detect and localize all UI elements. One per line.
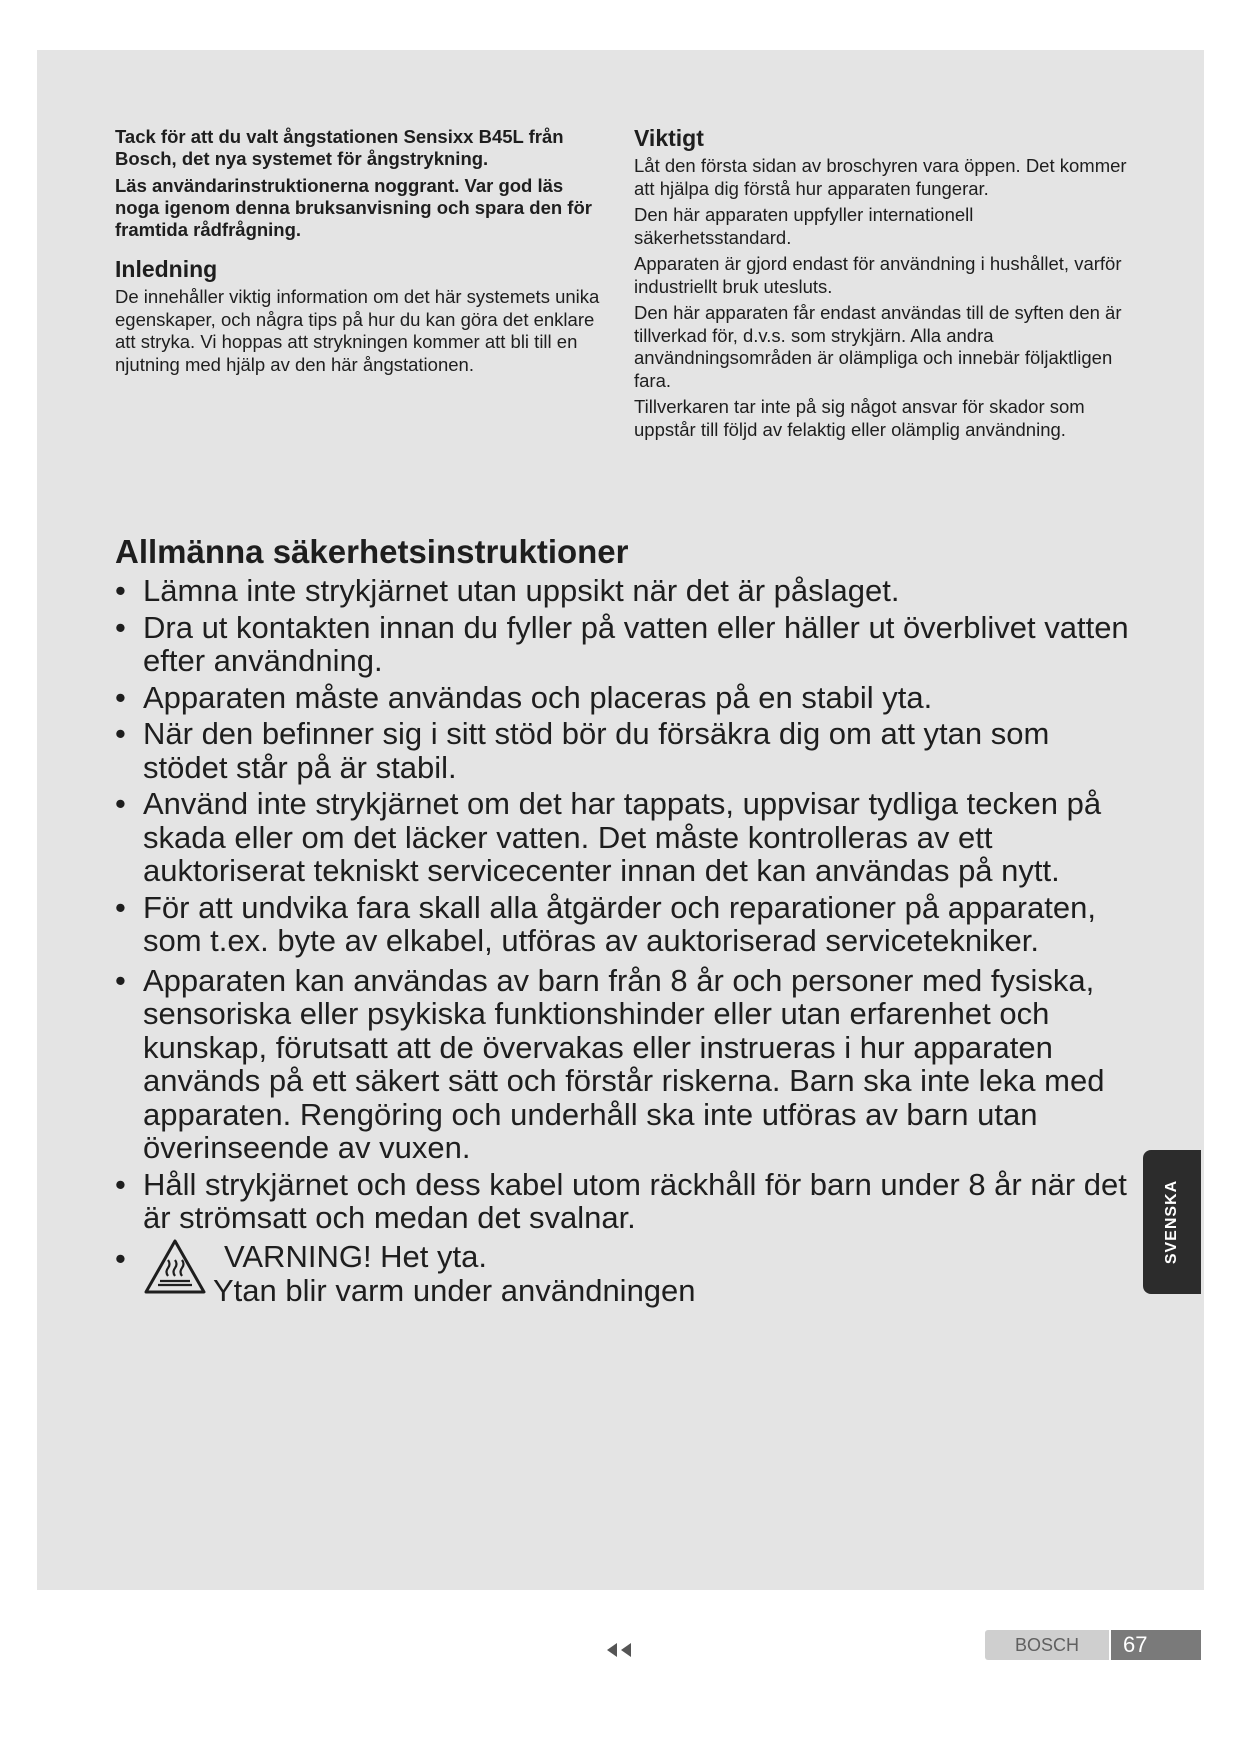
hot-surface-warning xyxy=(115,1238,1135,1312)
list-item-text: När den befinner sig i sitt stöd bör du försäkra dig om att ytan som stödet står på är stabil. xyxy=(143,716,1050,785)
double-left-arrow-icon[interactable] xyxy=(603,1640,639,1660)
important-heading: Viktigt xyxy=(634,125,704,151)
bullet: • xyxy=(115,716,126,751)
bullet: • xyxy=(115,962,126,998)
important-paragraph: Tillverkaren tar inte på sig något ansvar för skador som uppstår till följd av felaktig eller olämplig användning. xyxy=(634,396,1085,440)
bullet: • xyxy=(115,573,126,608)
list-item xyxy=(115,611,1135,678)
intro-read-instructions: Läs användarinstruktionerna noggrant. Var god läs noga igenom denna bruksanvisning och spara den för framtida rådfrågning. xyxy=(115,175,592,240)
list-item xyxy=(115,574,1135,608)
warning-text: Ytan blir varm under användningen xyxy=(213,1272,696,1308)
bullet: • xyxy=(115,1166,126,1202)
bullet: • xyxy=(115,889,126,925)
intro-column xyxy=(115,126,605,380)
safety-section xyxy=(115,532,1135,1312)
list-item-text: Apparaten kan användas av barn från 8 år och personer med fysiska, sensoriska eller psykiska funktionshinder eller utan erfarenhet och kunskap, förutsatt att de övervakas eller instrueras i hur apparaten används på ett säkert sätt och förstår riskerna. Barn ska inte leka med apparaten. Rengöring och underhåll ska inte utföras av barn utan överinseende av vuxen. xyxy=(143,962,1105,1165)
language-tab xyxy=(1143,1150,1201,1294)
language-tab-label: SVENSKA xyxy=(1163,1179,1180,1265)
bullet: • xyxy=(115,1240,126,1276)
intro-text: De innehåller viktig information om det här systemets unika egenskaper, och några tips på hur du kan göra det enklare att stryka. Vi hoppas att strykningen kommer att bli till en njutning med hjälp av den här ångstationen. xyxy=(115,286,600,375)
safety-list xyxy=(115,574,1135,1235)
list-item xyxy=(115,891,1135,958)
bullet: • xyxy=(115,786,126,821)
list-item-text: Apparaten måste användas och placeras på en stabil yta. xyxy=(143,679,933,715)
list-item-text: Håll strykjärnet och dess kabel utom räckhåll för barn under 8 år när det är strömsatt och medan det svalnar. xyxy=(143,1166,1127,1235)
list-item xyxy=(115,681,1135,715)
bullet: • xyxy=(115,679,126,715)
important-paragraph: Låt den första sidan av broschyren vara öppen. Det kommer att hjälpa dig förstå hur apparaten fungerar. xyxy=(634,155,1127,199)
list-item xyxy=(115,717,1135,784)
list-item xyxy=(115,787,1135,888)
important-paragraph: Den här apparaten uppfyller internationell säkerhetsstandard. xyxy=(634,204,974,248)
list-item xyxy=(115,1168,1135,1235)
intro-heading: Inledning xyxy=(115,256,218,282)
important-paragraph: Den här apparaten får endast användas till de syften den är tillverkad för, d.v.s. som strykjärn. Alla andra användningsområden är olämpliga och innebär följaktligen fara. xyxy=(634,302,1122,391)
intro-thanks: Tack för att du valt ångstationen Sensixx B45L från Bosch, det nya systemet för ångstrykning. xyxy=(115,126,564,169)
list-item-text: För att undvika fara skall alla åtgärder och reparationer på apparaten, som t.ex. byte av elkabel, utföras av auktoriserad servicetekniker. xyxy=(143,889,1096,958)
safety-title: Allmänna säkerhetsinstruktioner xyxy=(115,533,629,570)
important-column xyxy=(634,124,1134,445)
list-item xyxy=(115,964,1135,1165)
page-number: 67 xyxy=(1111,1630,1201,1660)
list-item-text: Lämna inte strykjärnet utan uppsikt när det är påslaget. xyxy=(143,573,900,608)
important-paragraph: Apparaten är gjord endast för användning i hushållet, varför industriellt bruk utesluts. xyxy=(634,253,1122,297)
warning-title: VARNING! Het yta. xyxy=(224,1238,487,1274)
hot-surface-warning-icon xyxy=(143,1238,207,1296)
footer-brand: BOSCH xyxy=(985,1630,1109,1660)
list-item-text: Dra ut kontakten innan du fyller på vatten eller häller ut överblivet vatten efter användning. xyxy=(143,609,1129,678)
bullet: • xyxy=(115,609,126,645)
list-item-text: Använd inte strykjärnet om det har tappats, uppvisar tydliga tecken på skada eller om det läcker vatten. Det måste kontrolleras av ett auktoriserat tekniskt servicecenter innan det kan användas på nytt. xyxy=(143,786,1102,888)
